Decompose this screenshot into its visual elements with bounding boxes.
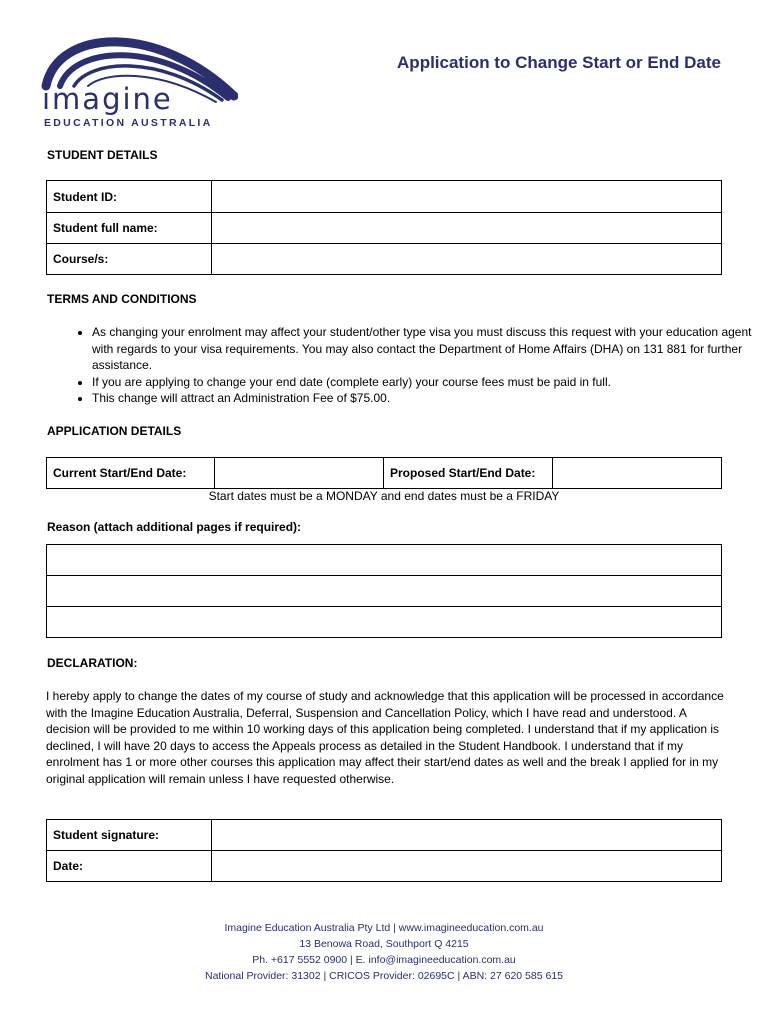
footer-address-line: 13 Benowa Road, Southport Q 4215 [299, 938, 469, 950]
footer [0, 920, 768, 984]
student-name-field[interactable] [212, 213, 722, 244]
page-title: Application to Change Start or End Date [397, 53, 721, 72]
table-row [47, 458, 722, 489]
course-field[interactable] [212, 244, 722, 275]
logo-wordmark: imagine [42, 82, 173, 116]
declaration-text: I hereby apply to change the dates of my course of study and acknowledge that this application will be processed in accordance with the Imagine Education Australia, Deferral, Suspension and Cancellation Policy, which I have read and understood. A decision will be provided to me within 10 working days of this application being completed. I understand that if my application is declined, I will have 20 days to access the Appeals process as detailed in the Student Handbook. I understand that if my enrolment has 1 or more other courses this application may affect their start/end dates as well and the break I applied for in my original application will remain unless I have requested otherwise. [46, 689, 724, 786]
date-field[interactable] [212, 851, 722, 882]
current-date-label: Current Start/End Date: [47, 458, 215, 489]
list-item: • This change will attract an Administration Fee of $75.00. [92, 390, 768, 407]
proposed-date-label: Proposed Start/End Date: [384, 458, 553, 489]
student-details-heading: STUDENT DETAILS [47, 148, 158, 162]
footer-company-line: Imagine Education Australia Pty Ltd | www.imagineeducation.com.au [224, 922, 544, 934]
declaration-heading: DECLARATION: [47, 656, 138, 670]
reason-table [46, 544, 722, 638]
table-row [47, 576, 722, 607]
terms-list [46, 324, 768, 407]
reason-line-1[interactable] [47, 545, 722, 576]
application-details-heading: APPLICATION DETAILS [47, 424, 182, 438]
course-label: Course/s: [47, 244, 212, 275]
signature-label: Student signature: [47, 820, 212, 851]
company-logo [38, 28, 238, 132]
student-id-label: Student ID: [47, 181, 212, 213]
student-id-field[interactable] [212, 181, 722, 213]
table-row [47, 181, 722, 213]
student-details-table [46, 180, 722, 275]
table-row [47, 820, 722, 851]
student-name-label: Student full name: [47, 213, 212, 244]
table-row [47, 607, 722, 638]
reason-heading: Reason (attach additional pages if required): [47, 520, 302, 534]
footer-provider-line: National Provider: 31302 | CRICOS Provider: 02695C | ABN: 27 620 585 615 [205, 970, 563, 982]
proposed-date-field[interactable] [553, 458, 722, 489]
list-item: • As changing your enrolment may affect your student/other type visa you must discuss this request with your education agent with regards to your visa requirements. You may also contact the Department of Home Affairs (DHA) on 131 881 for further assistance. [92, 324, 768, 374]
reason-line-2[interactable] [47, 576, 722, 607]
table-row [47, 244, 722, 275]
reason-line-3[interactable] [47, 607, 722, 638]
signature-field[interactable] [212, 820, 722, 851]
terms-heading: TERMS AND CONDITIONS [47, 292, 197, 306]
application-details-table [46, 457, 722, 489]
list-item: • If you are applying to change your end date (complete early) your course fees must be paid in full. [92, 374, 768, 391]
table-row [47, 545, 722, 576]
signature-table [46, 819, 722, 882]
date-rule-note: Start dates must be a MONDAY and end dates must be a FRIDAY [208, 489, 560, 503]
table-row [47, 213, 722, 244]
date-label: Date: [47, 851, 212, 882]
current-date-field[interactable] [215, 458, 384, 489]
logo-subtitle: EDUCATION AUSTRALIA [44, 117, 213, 129]
table-row [47, 851, 722, 882]
footer-contact-line: Ph. +617 5552 0900 | E. info@imagineeducation.com.au [252, 954, 516, 966]
